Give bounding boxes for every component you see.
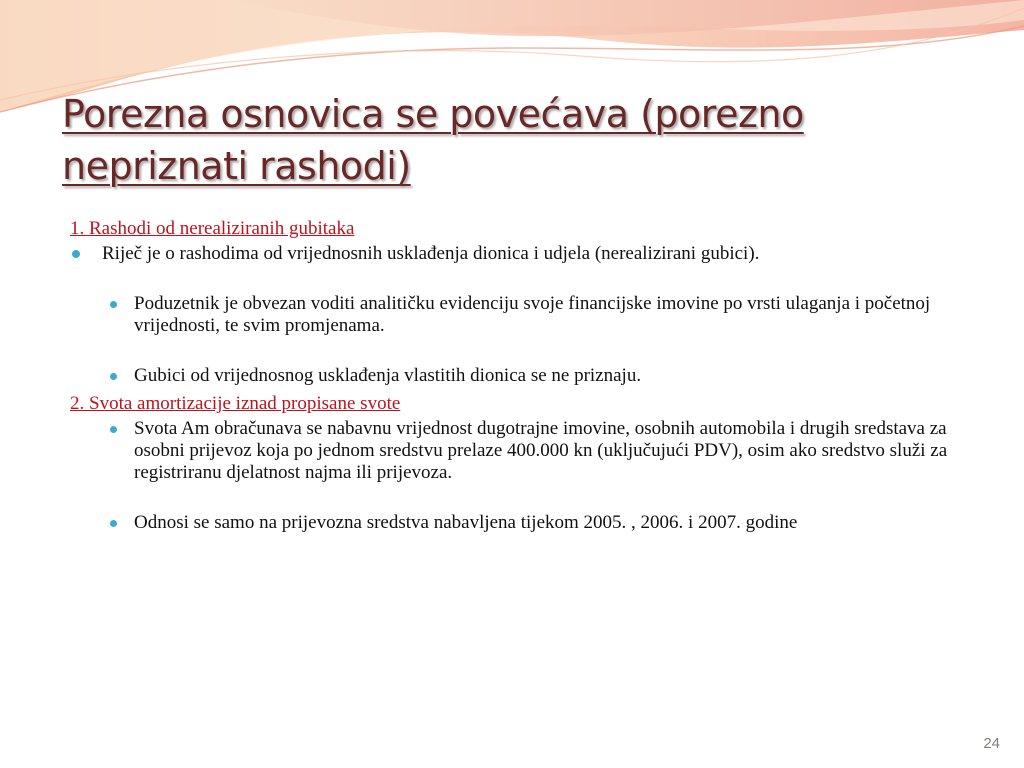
slide-title-line-1: Porezna osnovica se povećava (porezno: [62, 92, 804, 136]
list-item: [70, 243, 970, 265]
bullet-icon: [110, 301, 117, 308]
slide-title-line-2: nepriznati rashodi): [62, 144, 411, 188]
list-item: [70, 512, 970, 534]
bullet-icon: [110, 373, 117, 380]
list-item-text: Svota Am obračunava se nabavnu vrijednost dugotrajne imovine, osobnih automobila i drugih sredstava za osobni prijevoz koja po jednom sredstvu prelaze 400.000 kn (uključujući PDV), osim ako sredstvo služi za registriranu djelatnost najma ili prijevoza.: [134, 418, 948, 483]
list-item: [70, 418, 970, 484]
list-item: [70, 365, 970, 387]
list-item-text: Poduzetnik je obvezan voditi analitičku evidenciju svoje financijske imovine po vrsti ulaganja i početnoj vrijednosti, te svim promjenama.: [134, 293, 931, 336]
page-number: 24: [983, 735, 1000, 752]
list-item-text: Gubici od vrijednosnog usklađenja vlastitih dionica se ne priznaju.: [134, 365, 642, 386]
bullet-icon: [110, 520, 117, 527]
list-item-text: Odnosi se samo na prijevozna sredstva nabavljena tijekom 2005. , 2006. i 2007. godine: [134, 512, 798, 533]
slide-body: [70, 218, 970, 562]
bullet-icon: [72, 250, 80, 258]
list-item-text: Riječ je o rashodima od vrijednosnih usklađenja dionica i udjela (nerealizirani gubici).: [102, 243, 760, 264]
section-heading-2: 2. Svota amortizacije iznad propisane svote: [70, 393, 401, 414]
section-heading-1: 1. Rashodi od nerealiziranih gubitaka: [70, 218, 355, 239]
list-item: [70, 293, 970, 337]
bullet-icon: [110, 426, 117, 433]
slide-title: [62, 88, 962, 192]
